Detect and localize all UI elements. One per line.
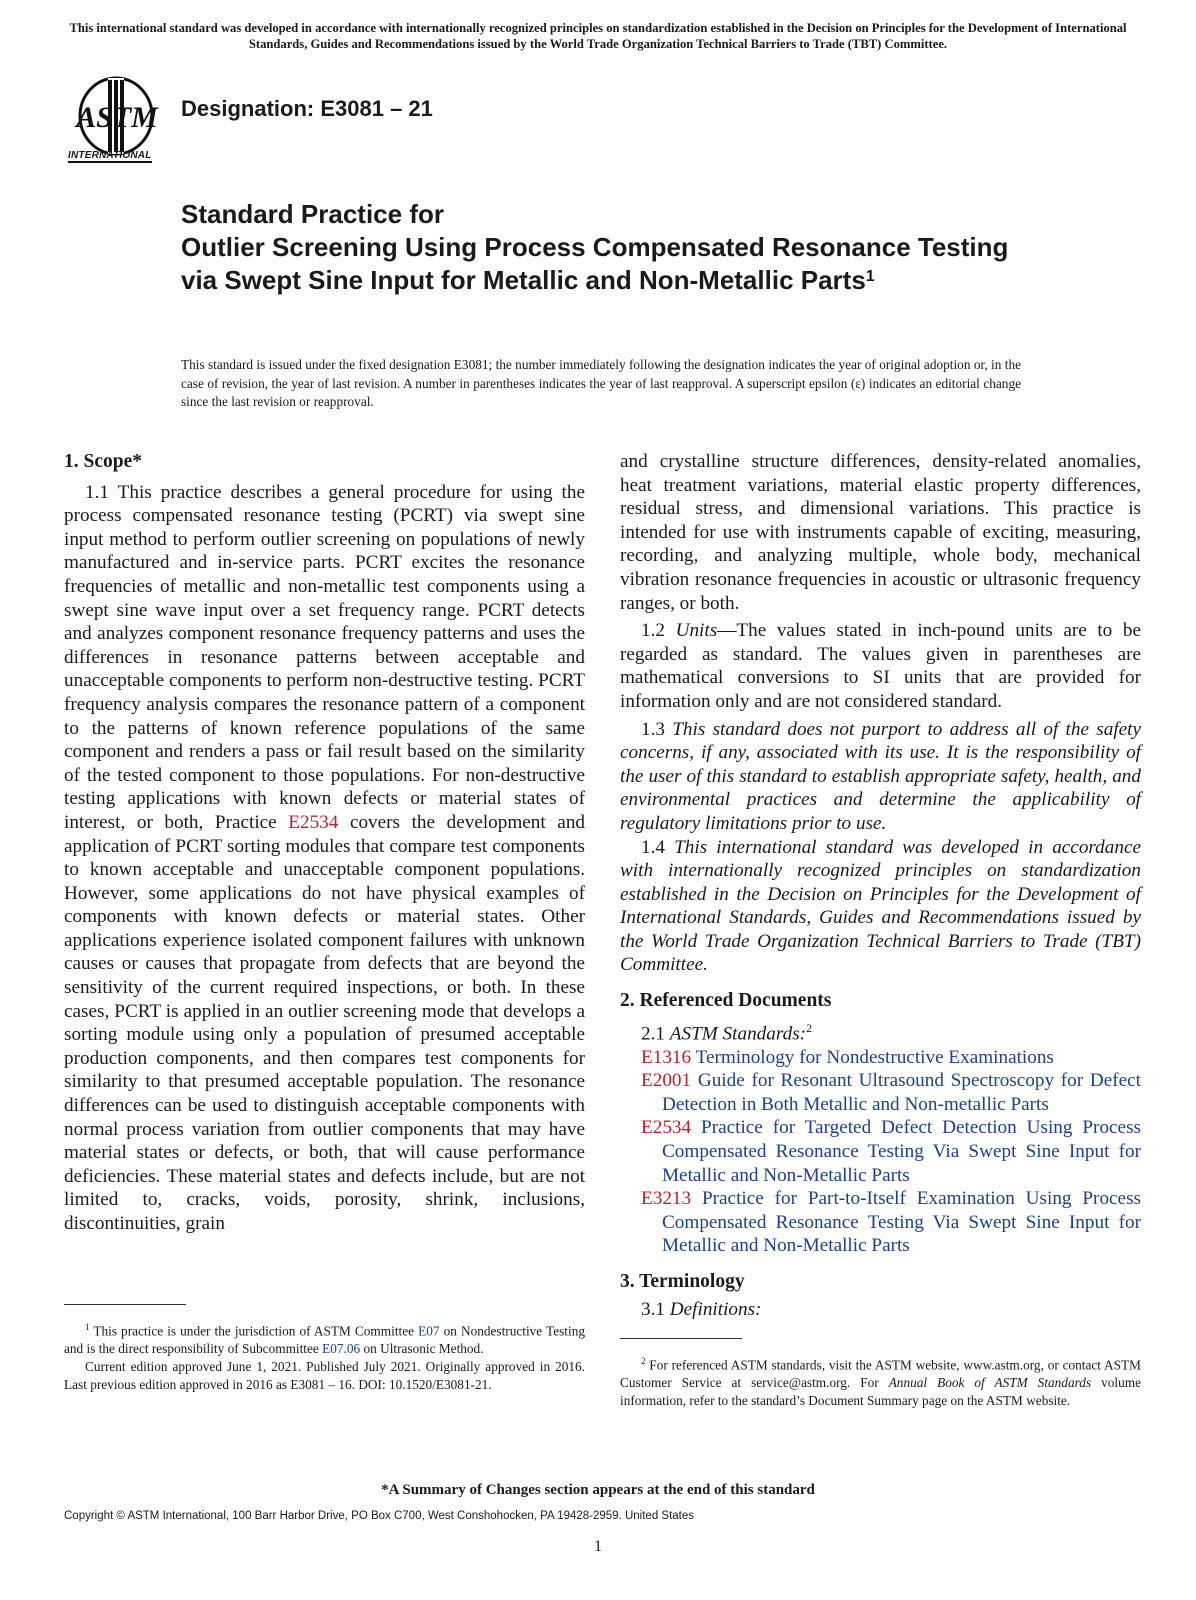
reference-list: [620, 1046, 1141, 1258]
title-main: [181, 231, 1041, 297]
reference-item[interactable]: E2534 Practice for Targeted Defect Detection Using Process Compensated Resonance Testing Via Swept Sine Input for Metallic and Non-Metallic Parts: [641, 1117, 1142, 1186]
title-footnote-mark: 1: [865, 268, 875, 285]
document-title: [181, 198, 1041, 297]
footnote-divider: [620, 1338, 742, 1339]
copyright-line: Copyright © ASTM International, 100 Barr Harbor Drive, PO Box C700, West Conshohocken, PA 19428-2959. United States: [64, 1510, 695, 1522]
footnote-1: $^1$ This practice is under the jurisdiction of ASTM Committee E07 on Nondestructive Testing and is the direct responsibility of Subcommittee E07.06 on Ultrasonic Method. Current edition approved June 1, 2021. Published July 2021. Originally approved in 2016. Last previous edition approved in 2016 as E3081 – 16. DOI: 10.1520/E3081-21.: [64, 1322, 585, 1393]
reference-item[interactable]: E1316 Terminology for Nondestructive Examinations: [641, 1046, 1054, 1068]
reference-item[interactable]: E3213 Practice for Part-to-Itself Examination Using Process Compensated Resonance Testing Via Swept Sine Input for Metallic and Non-Metallic Parts: [641, 1188, 1141, 1257]
svg-text:ASTM: ASTM: [76, 101, 158, 134]
astm-logo: [64, 72, 170, 170]
right-column: [620, 450, 1141, 1321]
subsection-2-1: 2.1 ASTM Standards:$^2$: [641, 1020, 813, 1045]
title-line-1: Standard Practice for: [181, 199, 444, 229]
reference-item[interactable]: E2001 Guide for Resonant Ultrasound Spectroscopy for Defect Detection in Both Metallic and Non-metallic Parts: [641, 1070, 1141, 1115]
section-heading-scope: 1. Scope*: [64, 451, 142, 472]
title-line-2: Outlier Screening Using Process Compensated Resonance Testing via Swept Sine Input for Metallic and Non-Metallic Parts: [181, 232, 1009, 295]
paragraph-1-2: 1.2 Units—The values stated in inch-pound units are to be regarded as standard. The values given in parentheses are mathematical conversions to SI units that are provided for information only and are not considered standard.: [620, 620, 1142, 712]
summary-of-changes-note: *A Summary of Changes section appears at the end of this standard: [381, 1482, 815, 1498]
subsection-3-1: 3.1 Definitions:: [641, 1298, 762, 1320]
paragraph-1-1-continued: and crystalline structure differences, density-related anomalies, heat treatment variations, material elastic property differences, residual stress, and dimensional variations. This practice is intended for use with instruments capable of exciting, measuring, recording, and analyzing multiple, whole body, mechanical vibration resonance frequencies in acoustic or ultrasonic frequency ranges, or both.: [620, 451, 1141, 614]
paragraph-1-1: 1.1 This practice describes a general procedure for using the process compensated resonance testing (PCRT) via swept sine input method to perform outlier screening on populations of newly manufactured and in-service parts. PCRT excites the resonance frequencies of metallic and non-metallic test components using a swept sine wave input over a set frequency range. PCRT detects and analyzes component resonance frequency patterns and uses the differences in resonance patterns between acceptable and unacceptable components to perform non-destructive testing. PCRT frequency analysis compares the resonance pattern of a component to the patterns of known reference populations of the same component and renders a pass or fail result based on the similarity of the tested component to those populations. For non-destructive testing applications with known defects or material states of interest, or both, Practice E2534 covers the development and application of PCRT sorting modules that compare test components to known acceptable and unacceptable component populations. However, some applications do not have physical examples of components with known defects or material states. Other applications experience isolated component failures with unknown causes or causes that propagate from defects that are beyond the sensitivity of the current required inspections, or both. In these cases, PCRT is applied in an outlier screening mode that develops a sorting module using only a population of presumed acceptable production components, and then compares test components for similarity to that presumed acceptable population. The resonance differences can be used to distinguish acceptable components with normal process variation from outlier components that may have material states or defects, or both, that will cause performance deficiencies. These material states and defects include, but are not limited to, cracks, voids, porosity, shrink, inclusions, discontinuities, grain: [64, 481, 586, 1234]
link-e07-06[interactable]: E07.06: [322, 1341, 361, 1357]
designation: Designation: E3081 – 21: [181, 96, 433, 121]
left-column: [64, 450, 585, 1236]
page-number: 1: [594, 1538, 602, 1555]
link-e2534[interactable]: E2534: [288, 811, 339, 833]
link-e07[interactable]: E07: [418, 1323, 440, 1339]
footnote-2: $^2$ For referenced ASTM standards, visit the ASTM website, www.astm.org, or contact ASTM Customer Service at service@astm.org. For Annual Book of ASTM Standards volume information, refer to the standard’s Document Summary page on the ASTM website.: [620, 1356, 1141, 1409]
top-notice: This international standard was developed in accordance with internationally recognized principles on standardization established in the Decision on Principles for the Development of International Standards, Guides and Recommendations issued by the World Trade Organization Technical Barriers to Trade (TBT) Committee.: [69, 21, 1127, 51]
section-heading-referenced-documents: 2. Referenced Documents: [620, 990, 832, 1012]
section-heading-terminology: 3. Terminology: [620, 1270, 745, 1292]
paragraph-1-4: 1.4 This international standard was developed in accordance with internationally recognized principles on standardization established in the Decision on Principles for the Development of International Standards, Guides and Recommendations issued by the World Trade Organization Technical Barriers to Trade (TBT) Committee.: [620, 836, 1141, 976]
footnote-divider: [64, 1304, 186, 1305]
paragraph-1-3: 1.3 This standard does not purport to address all of the safety concerns, if any, associated with its use. It is the responsibility of the user of this standard to establish appropriate safety, health, and environmental practices and determine the applicability of regulatory limitations prior to use.: [620, 718, 1142, 834]
para-number: 1.1: [85, 481, 109, 503]
logo-international: INTERNATIONAL: [68, 150, 152, 161]
issuance-statement: This standard is issued under the fixed designation E3081; the number immediately following the designation indicates the year of original adoption or, in the case of revision, the year of last revision. A number in parentheses indicates the year of last reapproval. A superscript epsilon (ε) indicates an editorial change since the last revision or reapproval.: [181, 357, 1021, 409]
